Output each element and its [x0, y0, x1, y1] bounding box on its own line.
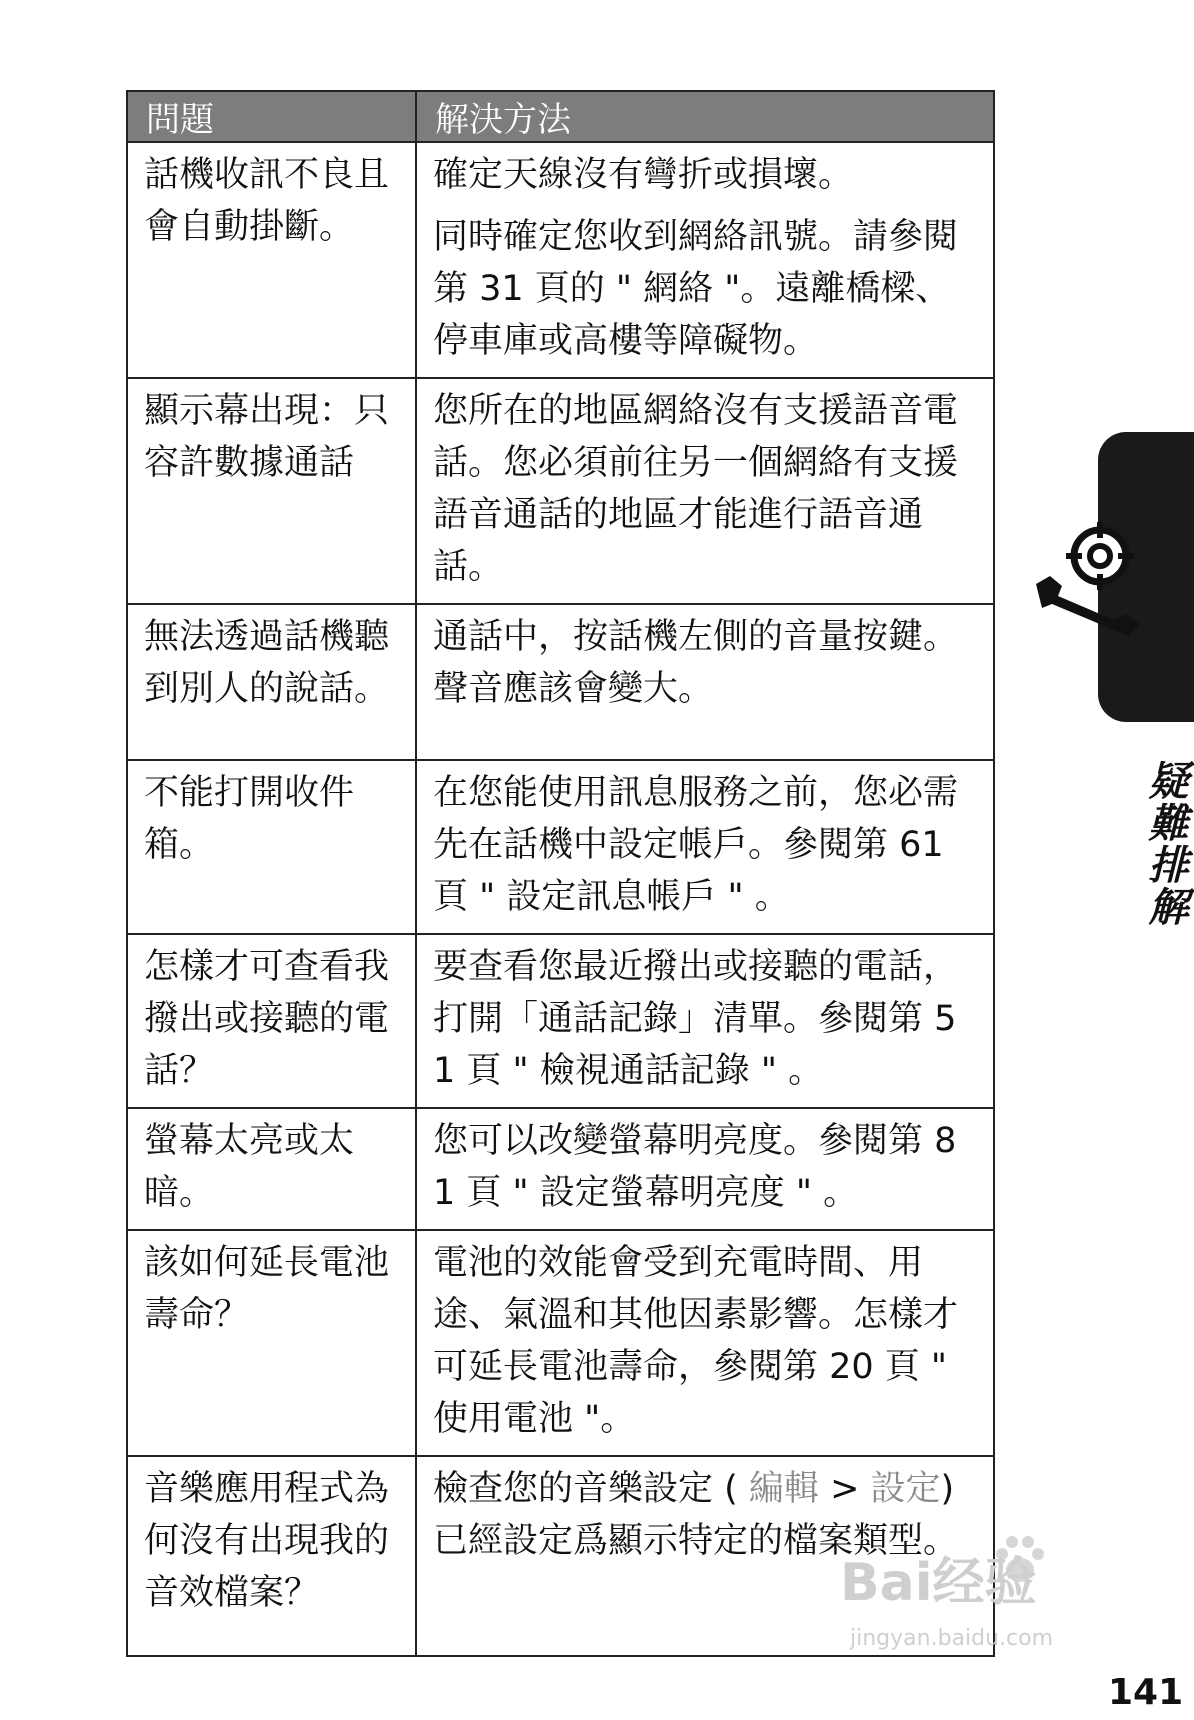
chapter-label: 疑難排解	[1142, 760, 1188, 928]
solution-cell	[416, 760, 994, 934]
problem-cell: 音樂應用程式為何沒有出現我的音效檔案？	[127, 1456, 416, 1656]
troubleshooting-table	[126, 90, 995, 1657]
solution-cell	[416, 142, 994, 378]
solution-text: 您所在的地區網絡沒有支援語音電話。您必須前往另一個網絡有支援語音通話的地區才能進行語音通話。	[433, 391, 959, 587]
watermark-logo: Bai经验	[840, 1553, 1037, 1613]
table-row	[127, 604, 994, 760]
problem-cell: 怎樣才可查看我撥出或接聽的電話？	[127, 934, 416, 1108]
watermark-url: jingyan.baidu.com	[850, 1626, 1054, 1651]
solution-cell	[416, 604, 994, 760]
solution-text: 通話中，按話機左側的音量按鍵。聲音應該會變大。	[433, 617, 959, 709]
wrench-target-icon	[1028, 520, 1146, 638]
solution-text: 要查看您最近撥出或接聽的電話，打開「通話記錄」清單。參閱第 51 頁 " 檢視通話記錄 " 。	[433, 947, 959, 1091]
problem-cell: 無法透過話機聽到別人的說話。	[127, 604, 416, 760]
table-header-row	[127, 91, 994, 142]
solution-cell	[416, 1108, 994, 1230]
menu-separator: >	[818, 1469, 871, 1509]
solution-cell	[416, 1230, 994, 1456]
solution-text: 電池的效能會受到充電時間、用途、氣溫和其他因素影響。怎樣才可延長電池壽命，參閱第 20 頁 " 使用電池 "。	[433, 1243, 959, 1439]
table-row	[127, 934, 994, 1108]
watermark	[840, 1530, 1140, 1670]
table-row	[127, 1230, 994, 1456]
page-number: 141	[1108, 1672, 1184, 1713]
solution-cell	[416, 934, 994, 1108]
problem-cell: 顯示幕出現：只容許數據通話	[127, 378, 416, 604]
solution-text: 在您能使用訊息服務之前，您必需先在話機中設定帳戶。參閱第 61 頁 " 設定訊息帳戶 " 。	[433, 773, 959, 917]
problem-cell: 螢幕太亮或太暗。	[127, 1108, 416, 1230]
header-solution: 解決方法	[416, 91, 994, 142]
table-row	[127, 1108, 994, 1230]
solution-text: 同時確定您收到網絡訊號。請參閱第 31 頁的 " 網絡 "。遠離橋樑、停車庫或高樓等障礙物。	[433, 217, 959, 361]
solution-text: 確定天線沒有彎折或損壞。	[433, 155, 854, 195]
problem-cell: 話機收訊不良且會自動掛斷。	[127, 142, 416, 378]
solution-text-part: 檢查您的音樂設定 (	[433, 1469, 749, 1509]
solution-cell	[416, 378, 994, 604]
table-row	[127, 760, 994, 934]
table-row	[127, 142, 994, 378]
menu-ref-edit: 編輯	[748, 1469, 819, 1509]
solution-text-part: ) 已經設定爲顯示特定的檔案類型。	[433, 1469, 959, 1561]
problem-cell: 該如何延長電池壽命？	[127, 1230, 416, 1456]
table-row	[127, 378, 994, 604]
header-problem: 問題	[127, 91, 416, 142]
problem-cell: 不能打開收件箱。	[127, 760, 416, 934]
solution-text: 您可以改變螢幕明亮度。參閱第 81 頁 " 設定螢幕明亮度 " 。	[433, 1121, 957, 1213]
menu-ref-settings: 設定	[870, 1469, 941, 1509]
